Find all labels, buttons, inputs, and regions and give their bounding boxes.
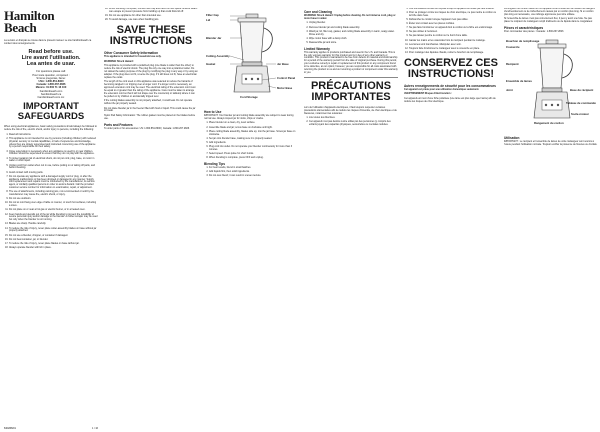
column-2 <box>104 8 198 426</box>
howto-title: How to Use <box>204 110 222 114</box>
paragraph: This appliance is provided with a polarized plug (one blade is wider than the other) to reduce the risk of electric shock. The plug fits only one way into a polarized outlet. Do not defeat the safety purpose of the plug by modifying the plug in any way or by using an adapter. If the plug does not fit, reverse the plug. If it still does not fit, have an electrician replace the outlet. <box>104 64 198 79</box>
list-item: 1. Unplug blender. <box>309 22 398 25</box>
diagram-label: Bouchon de remplissage <box>506 39 540 44</box>
list-item: 5. Débrancher le cordon lorsque l'appareil n'est pas utilisé. <box>409 19 498 22</box>
diagram-label: Récipient <box>506 62 519 67</box>
divider <box>304 77 398 78</box>
list-item: 16. Do not heat container, jar, or blender. <box>9 239 98 242</box>
list-item: 11. Do not place on or near a hot gas or electric burner, or in a heated oven. <box>9 209 98 212</box>
list-item: 4. Wipe motor base with a damp cloth. <box>309 38 398 41</box>
diagram-label: Control Panel <box>277 76 296 80</box>
list-item: 2. This appliance is not intended for use by persons (including children) with reduced physical, sensory or mental capabilities, or lack of experience and knowledge, unless they are closely supervised and instructed concerning use of the appliance by a person responsible for their safety. <box>9 138 98 150</box>
list-item: 4. Pour se protéger contre les risques de choc électrique, ne pas mettre le cordon ou la fiche dans l'eau. <box>409 12 498 18</box>
diagram-label: Blender Jar <box>206 36 222 40</box>
list-item: 3. Place cutting blade assembly, blades side up, into the jar base. Screw jar base on clockwise. <box>209 131 298 137</box>
list-item: 2. Cet appareil n'est pas destiné à être utilisé par des personnes (y compris des enfants) ayant des capacités physiques, sensorielles ou mentales réduites. <box>309 121 398 127</box>
diagram-label: Ensemble de lames <box>506 79 532 84</box>
util-body: IMPORTANT : Le récipient et l'ensemble de lames de votre mélangeur sont soumis à l'usure pendant l'utilisation normale. Toujours vérifier la présence de fissures ou d'éclats. <box>504 140 598 146</box>
diagram-label: Joint <box>506 88 513 93</box>
blender-diagram <box>204 10 298 106</box>
column-5 <box>404 8 498 426</box>
list-item: 1. Read all instructions. <box>9 134 98 137</box>
precautions-title: PRÉCAUTIONS IMPORTANTES <box>310 79 392 103</box>
list-item: 4. To protect against risk of electrical shock, do not put cord, plug, base, or motor in water or other liquid. <box>9 158 98 164</box>
list-item: 3. Une surveillance étroite est requise lorsqu'un appareil est utilisé par des enfants. <box>409 8 498 11</box>
blender-illustration <box>204 10 298 106</box>
list-item: 6. Éviter tout contact avec les pièces mobiles. <box>409 23 498 26</box>
column-4 <box>304 8 398 426</box>
list-item: 20. To avoid damage, use care when handling jars. <box>109 19 198 22</box>
diagram-label: Tableau de commande <box>566 101 596 106</box>
autres-body: Cet appareil est muni d'une fiche polarisée (une lame est plus large que l'autre) afin de réduire les risques de choc électrique. <box>404 96 496 103</box>
safeguards-list <box>4 134 98 250</box>
howto-steps <box>204 122 298 159</box>
household-note: This appliance is intended for household use only. <box>104 55 162 58</box>
warranty-title: Limited Warranty <box>304 46 330 51</box>
list-item: 9. Ne pas laisser pendre le cordon sur le bord d'une table. <box>409 35 498 38</box>
column-6 <box>504 8 598 426</box>
list-item: 3. Do not over-blend; it can result in uneven texture. <box>209 175 298 178</box>
howto-intro: IMPORTANT: Your blender jar and cutting blade assembly are subject to wear during normal use. Always inspect jar for nicks, chips or cracks. <box>204 114 294 120</box>
parts-title: Parts and Features <box>104 122 133 127</box>
list-item: 7. Do not operate any appliance with a damaged supply cord or plug, or after the appliance malfunctions or has been dropped or damaged in any manner. Supply cord replacement and repairs must be conducted by the manufacturer, its service agent, or similarly qualified persons in order to avoid a hazard. Call the provided customer service number for information on examination, repair, or adjustment. <box>9 176 98 191</box>
diagram-label: Base du récipient <box>570 88 594 93</box>
column-1 <box>4 8 98 426</box>
warranty-body: This warranty applies to products purchased and used in the U.S. and Canada. This is the only express warranty for this product and is in lieu of any other warranty or condition. This product is warranted to be free from defects in material and workmanship for a period of the warranty period from the date of original purchase. During this period, your exclusive remedy is repair or replacement of this product or any component found to be defective, at our option; however, you are responsible for all costs associated with returning the product to us and our returning a product or component under this warranty to you. <box>304 50 398 74</box>
diagram-label: Socle-moteur <box>571 112 589 117</box>
pieces-body: Pour commander des pièces : Canada : 1.800.267.2826 <box>504 30 564 34</box>
diagram-label: Cord Storage <box>240 95 258 99</box>
list-item: 12. Keep hands and utensils out of the jar while blending to prevent the possibility of severe personal injury and/or damage to the blender. A rubber scraper may be used but only when the blender is not running. <box>9 214 98 223</box>
list-item: 7. Select speed. Press pulse for short bursts. <box>209 153 298 156</box>
conserve-title: CONSERVEZ CES INSTRUCTIONS! <box>404 56 498 80</box>
list-item: 6. Avoid contact with moving parts. <box>9 172 98 175</box>
care-title: Care and Cleaning <box>304 10 332 14</box>
list-item: 8. When blending is complete, press OFF and unplug. <box>209 157 298 160</box>
care-steps <box>304 22 398 44</box>
list-item: 11. Les lames sont tranchantes. Manipuler avec soin. <box>409 44 498 47</box>
intro-text: La version en français se trouve dans le présent manuel. Le site hamiltonbeach.ca contient des renseignements. <box>4 39 92 45</box>
list-item: 3. Close supervision is necessary when any appliance is used by or near children. Children should be supervised to ensure that they do not play with the appliance. <box>9 151 98 157</box>
list-item: 10. Garder les mains et les ustensiles hors du récipient pendant le mélange. <box>409 40 498 43</box>
save-instructions-title: SAVE THESE INSTRUCTIONS <box>109 24 193 47</box>
pieces-title: Pièces et caractéristiques <box>504 26 544 31</box>
site-link[interactable]: hamiltonbeach.com.mx <box>37 96 65 100</box>
paragraph: If the cutting blades assembly is not properly attached, it could leak. Do not operate without the jar properly seated. <box>104 99 193 106</box>
precautions-body: Lors de l'utilisation d'appareils électriques, il faut toujours respecter certaines précautions élémentaires afin de réduire les risques d'incendie, de choc électrique et de blessures, notamment les suivantes : <box>304 105 397 115</box>
diagram-label: Lid <box>206 18 211 22</box>
blender-diagram-fr <box>504 36 598 132</box>
diagram-label: Motor Base <box>277 86 293 90</box>
parts-body: To order parts or for accessories: US: 1.800.851.8900 | Canada: 1.800.267.2826 <box>104 126 190 130</box>
list-item: 5. Add ingredients. <box>209 142 298 145</box>
tips-title: Blending Tips <box>204 161 226 166</box>
list-item: 6. Plug cord into outlet. Do not operate your blender continuously for more than 3 minutes. <box>209 146 298 152</box>
diagram-label: Filler Cap <box>206 13 219 17</box>
list-item: 9. Do not use outdoors. <box>9 198 98 201</box>
diagram-label: Gasket <box>206 62 216 66</box>
contact-block: For questions please call: Pour toute question, composez : Si tiene preguntas, llame: USA: 1.800.851.8900 Canada: 1.800.267.2826 México: 01 800 71 16 100 hamiltonbeach.com hamiltonbeach.ca hamiltonbeach.com.mx <box>4 70 98 99</box>
column-3 <box>204 8 298 426</box>
list-item: 1. Place blender on a clean, dry, level surface. <box>209 122 298 125</box>
list-item: 3. Wash jar, lid, filler cap, gasket, and cutting blade assembly in warm, soapy water. Rinse and dry. <box>309 31 398 37</box>
shock-warning: WARNING! Shock Hazard: <box>104 59 134 63</box>
paragraph: Si l'ensemble de lames n'est pas correctement fixé, il peut y avoir une fuite. Ne pas placer le récipient du mélangeur rempli d'aliments ou de liquide dans le congélateur. <box>504 17 593 24</box>
paragraph: The length of the cord used on this appliance was selected to reduce the hazards of becoming tangled in or tripping over a longer cord. If a longer cord is necessary, an approved extension cord may be used. The electrical rating of the extension cord must be equal to or greater than the rating of the appliance. Care must be taken to arrange the extension cord so that it will not drape over the countertop or tabletop where it can be pulled on by children or accidentally tripped over. <box>104 80 196 98</box>
list-item: 18. Always operate blender with lid in place. <box>9 247 98 250</box>
list-item: 1. Lire toutes les directives. <box>309 117 398 120</box>
fr-safeguards-list-cont <box>404 8 498 55</box>
list-item: 8. Ne pas utiliser à l'extérieur. <box>409 31 498 34</box>
list-item: 17. To reduce the risk of injury, never place blades on base without jar. <box>9 243 98 246</box>
list-item: 12. Toujours faire fonctionner le mélangeur avec le couvercle en place. <box>409 48 498 51</box>
list-item: 2. Assemble blade and jar; screw base on clockwise until tight. <box>209 127 298 130</box>
list-item: 14. To reduce the risk of injury, never place cutter-assembly blades on base without jar properly attached. <box>9 228 98 234</box>
care-warning: WARNING! Shock Hazard: Unplug before cleaning. Do not immerse cord, plug or motor base in water. <box>304 14 396 20</box>
read-before-use: Read before use. Lire avant l'utilisation. Lea antes de usar. <box>21 48 81 68</box>
brand-logo: Hamilton Beach <box>4 8 55 35</box>
diagram-label: Jar Base <box>277 62 289 66</box>
paragraph: Nylon Pad Safety Information: The rubber gasket must be placed on the blades before use. <box>104 113 196 120</box>
tips-list <box>204 167 298 178</box>
paragraph: Do not place blender jar in the freezer filled with food or liquid. This could cause the jar to break. <box>104 106 196 113</box>
list-item: 8. The use of attachments, including canning jars, not recommended or sold by the manufacturer may cause fire, electric shock, or injury. <box>9 191 98 197</box>
list-item: 5. Unplug cord from outlet when not in use, before putting on or taking off parts, and before cleaning. <box>9 165 98 171</box>
list-item: 13. Pour mélanger des liquides chauds, retirer le bouchon de remplissage. <box>409 52 498 55</box>
util-title: Utilisation <box>504 136 520 141</box>
list-item: 7. Ne pas faire fonctionner un appareil dont le cordon ou la fiche est endommagé. <box>409 27 498 30</box>
list-item: 2. Remove blender jar and cutting blade assembly. <box>309 27 398 30</box>
fr-shock-warning: AVERTISSEMENT Risque d'électrocution : <box>404 92 452 96</box>
diagram-label: Couvercle <box>506 45 520 50</box>
list-item: 5. Reassemble jar and store. <box>309 42 398 45</box>
blender-illustration-fr <box>504 36 598 132</box>
list-item: 13. Blades are sharp. Handle carefully. <box>9 223 98 226</box>
safeguards-list-cont <box>104 8 198 22</box>
doc-code: 840288201 <box>4 427 16 430</box>
fr-safeguards-list <box>304 117 398 127</box>
list-item: 1. For best results, blend in small batches. <box>209 167 298 170</box>
list-item: 10. Do not let cord hang over edge of table or counter, or touch hot surfaces, including a stove. <box>9 202 98 208</box>
safeguards-intro: When using electrical appliances, basic safety precautions should always be followed to reduce the risk of fire, electric shock, and/or injury to persons, including the following: <box>4 125 97 132</box>
autres-sub: Cet appareil est prévu pour une utilisation domestique seulement. <box>404 87 480 91</box>
diagram-label: Cutting Assembly <box>206 54 230 58</box>
site-link[interactable]: hamiltonbeach.ca <box>40 92 62 96</box>
list-item: 18. When blending hot liquids, remove filler cap and blend on low speed. Ensure steam can escape to prevent pressure from building up that could blow lid off. <box>109 8 198 14</box>
list-item: 19. Do not use appliance for other than intended use. <box>109 15 198 18</box>
list-item: 4. Set jar onto blender base, making sure it is properly seated. <box>209 138 298 141</box>
other-info-title: Other Consumer Safety Information <box>104 51 159 55</box>
diagram-label: Rangement du cordon <box>534 121 564 126</box>
list-item: 15. Do not use a blender, chopper, or container if damaged. <box>9 235 98 238</box>
paragraph: La longueur du cordon utilisé sur cet appareil a été choisie afin de réduire les dangers d'enchevêtrement ou de trébuchement causés par un cordon plus long. Si un cordon plus long est nécessaire, une rallonge approuvée peut être utilisée. <box>504 8 595 16</box>
list-item: 2. Add liquids first, then solid ingredients. <box>209 171 298 174</box>
site-link[interactable]: hamiltonbeach.com <box>39 89 63 93</box>
autres-title: Autres renseignements de sécurité pour les consommateurs <box>404 83 496 88</box>
page-number: 1 / 16 <box>92 427 98 430</box>
safeguards-title: IMPORTANT SAFEGUARDS <box>17 101 85 123</box>
